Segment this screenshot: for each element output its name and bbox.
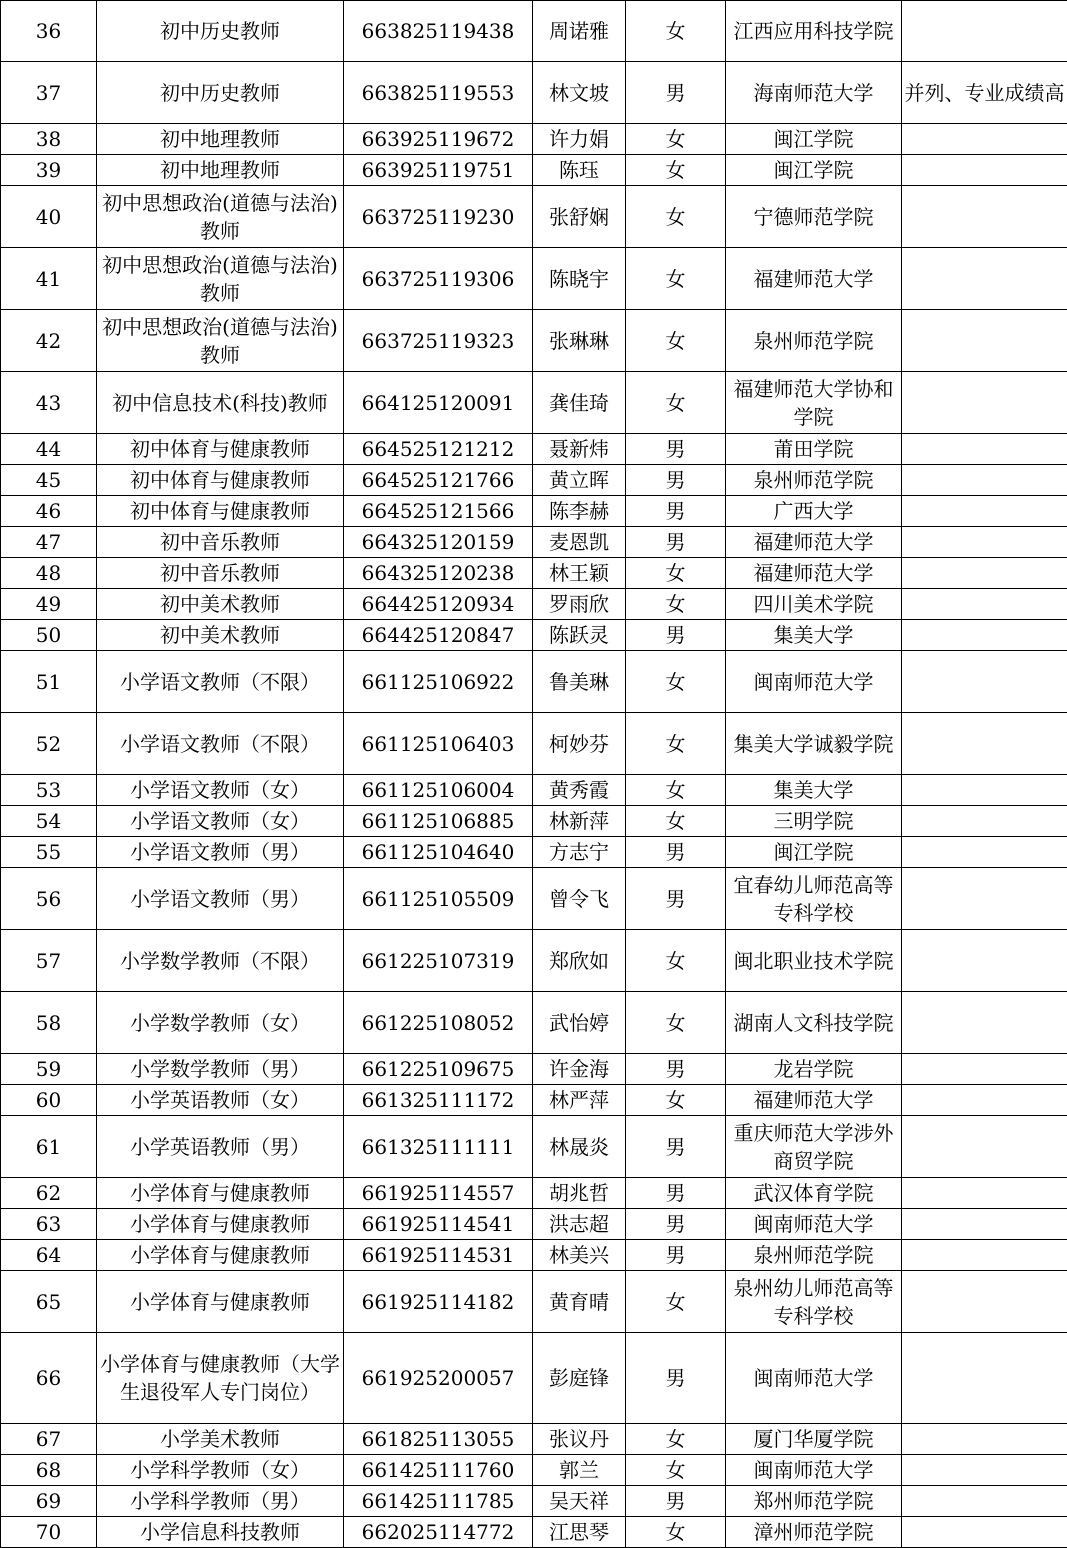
note-cell bbox=[902, 1424, 1067, 1455]
exam-id-cell: 661125106403 bbox=[344, 713, 533, 775]
school-cell: 闽南师范大学 bbox=[726, 1209, 902, 1240]
exam-id-cell: 664325120238 bbox=[344, 558, 533, 589]
position-cell: 小学语文教师（女） bbox=[97, 806, 344, 837]
table-row bbox=[1, 124, 1067, 155]
row-number-cell: 62 bbox=[1, 1178, 97, 1209]
exam-id-cell: 663725119230 bbox=[344, 186, 533, 248]
row-number-cell: 53 bbox=[1, 775, 97, 806]
exam-id-cell: 661125106885 bbox=[344, 806, 533, 837]
note-cell bbox=[902, 1178, 1067, 1209]
exam-id-cell: 661425111785 bbox=[344, 1486, 533, 1517]
exam-id-cell: 661225107319 bbox=[344, 930, 533, 992]
table-row bbox=[1, 837, 1067, 868]
position-cell: 小学科学教师（男） bbox=[97, 1486, 344, 1517]
school-cell: 闽江学院 bbox=[726, 124, 902, 155]
exam-id-cell: 663925119751 bbox=[344, 155, 533, 186]
school-cell: 武汉体育学院 bbox=[726, 1178, 902, 1209]
name-cell: 龚佳琦 bbox=[533, 372, 626, 434]
table-row bbox=[1, 620, 1067, 651]
row-number-cell: 48 bbox=[1, 558, 97, 589]
gender-cell: 女 bbox=[626, 155, 726, 186]
gender-cell: 女 bbox=[626, 248, 726, 310]
position-cell: 小学数学教师（女） bbox=[97, 992, 344, 1054]
name-cell: 彭庭锋 bbox=[533, 1333, 626, 1424]
note-cell bbox=[902, 1085, 1067, 1116]
position-cell: 小学体育与健康教师（大学生退役军人专门岗位） bbox=[97, 1333, 344, 1424]
note-cell bbox=[902, 1486, 1067, 1517]
name-cell: 张琳琳 bbox=[533, 310, 626, 372]
name-cell: 陈跃灵 bbox=[533, 620, 626, 651]
school-cell: 郑州师范学院 bbox=[726, 1486, 902, 1517]
table-row bbox=[1, 1333, 1067, 1424]
table-row bbox=[1, 651, 1067, 713]
position-cell: 小学美术教师 bbox=[97, 1424, 344, 1455]
gender-cell: 女 bbox=[626, 651, 726, 713]
table-row bbox=[1, 558, 1067, 589]
name-cell: 鲁美琳 bbox=[533, 651, 626, 713]
row-number-cell: 55 bbox=[1, 837, 97, 868]
exam-id-cell: 664425120847 bbox=[344, 620, 533, 651]
exam-id-cell: 663825119438 bbox=[344, 1, 533, 62]
exam-id-cell: 661125104640 bbox=[344, 837, 533, 868]
note-cell bbox=[902, 1116, 1067, 1178]
gender-cell: 男 bbox=[626, 1486, 726, 1517]
exam-id-cell: 663825119553 bbox=[344, 62, 533, 124]
note-cell bbox=[902, 1209, 1067, 1240]
position-cell: 初中音乐教师 bbox=[97, 527, 344, 558]
row-number-cell: 43 bbox=[1, 372, 97, 434]
gender-cell: 女 bbox=[626, 806, 726, 837]
position-cell: 初中音乐教师 bbox=[97, 558, 344, 589]
gender-cell: 男 bbox=[626, 62, 726, 124]
note-cell bbox=[902, 558, 1067, 589]
table-row bbox=[1, 1116, 1067, 1178]
school-cell: 宜春幼儿师范高等专科学校 bbox=[726, 868, 902, 930]
school-cell: 广西大学 bbox=[726, 496, 902, 527]
row-number-cell: 67 bbox=[1, 1424, 97, 1455]
table-row bbox=[1, 1424, 1067, 1455]
note-cell bbox=[902, 124, 1067, 155]
school-cell: 闽江学院 bbox=[726, 837, 902, 868]
note-cell bbox=[902, 775, 1067, 806]
note-cell bbox=[902, 465, 1067, 496]
note-cell bbox=[902, 1333, 1067, 1424]
gender-cell: 男 bbox=[626, 527, 726, 558]
table-row bbox=[1, 868, 1067, 930]
table-row bbox=[1, 1517, 1067, 1548]
row-number-cell: 42 bbox=[1, 310, 97, 372]
name-cell: 曾令飞 bbox=[533, 868, 626, 930]
gender-cell: 男 bbox=[626, 1240, 726, 1271]
school-cell: 福建师范大学 bbox=[726, 558, 902, 589]
name-cell: 黄秀霞 bbox=[533, 775, 626, 806]
note-cell bbox=[902, 651, 1067, 713]
name-cell: 周诺雅 bbox=[533, 1, 626, 62]
gender-cell: 男 bbox=[626, 465, 726, 496]
exam-id-cell: 661925200057 bbox=[344, 1333, 533, 1424]
name-cell: 麦恩凯 bbox=[533, 527, 626, 558]
position-cell: 初中美术教师 bbox=[97, 620, 344, 651]
gender-cell: 男 bbox=[626, 868, 726, 930]
position-cell: 小学语文教师（不限） bbox=[97, 651, 344, 713]
note-cell bbox=[902, 837, 1067, 868]
exam-id-cell: 664525121212 bbox=[344, 434, 533, 465]
row-number-cell: 37 bbox=[1, 62, 97, 124]
gender-cell: 男 bbox=[626, 1116, 726, 1178]
school-cell: 福建师范大学 bbox=[726, 248, 902, 310]
note-cell bbox=[902, 155, 1067, 186]
exam-id-cell: 661325111172 bbox=[344, 1085, 533, 1116]
name-cell: 柯妙芬 bbox=[533, 713, 626, 775]
school-cell: 泉州师范学院 bbox=[726, 310, 902, 372]
name-cell: 郑欣如 bbox=[533, 930, 626, 992]
row-number-cell: 36 bbox=[1, 1, 97, 62]
school-cell: 泉州师范学院 bbox=[726, 1240, 902, 1271]
note-cell bbox=[902, 1240, 1067, 1271]
note-cell bbox=[902, 1517, 1067, 1548]
position-cell: 小学体育与健康教师 bbox=[97, 1240, 344, 1271]
row-number-cell: 50 bbox=[1, 620, 97, 651]
table-row bbox=[1, 992, 1067, 1054]
name-cell: 武怡婷 bbox=[533, 992, 626, 1054]
name-cell: 许金海 bbox=[533, 1054, 626, 1085]
table-row bbox=[1, 372, 1067, 434]
exam-id-cell: 663725119323 bbox=[344, 310, 533, 372]
name-cell: 聂新炜 bbox=[533, 434, 626, 465]
note-cell bbox=[902, 186, 1067, 248]
name-cell: 张舒娴 bbox=[533, 186, 626, 248]
gender-cell: 女 bbox=[626, 1, 726, 62]
exam-id-cell: 661325111111 bbox=[344, 1116, 533, 1178]
gender-cell: 女 bbox=[626, 992, 726, 1054]
row-number-cell: 59 bbox=[1, 1054, 97, 1085]
exam-id-cell: 661125106004 bbox=[344, 775, 533, 806]
position-cell: 初中历史教师 bbox=[97, 1, 344, 62]
row-number-cell: 54 bbox=[1, 806, 97, 837]
note-cell bbox=[902, 1271, 1067, 1333]
name-cell: 郭兰 bbox=[533, 1455, 626, 1486]
gender-cell: 男 bbox=[626, 1178, 726, 1209]
table-row bbox=[1, 1, 1067, 62]
position-cell: 小学体育与健康教师 bbox=[97, 1209, 344, 1240]
exam-id-cell: 663925119672 bbox=[344, 124, 533, 155]
note-cell bbox=[902, 930, 1067, 992]
school-cell: 福建师范大学 bbox=[726, 527, 902, 558]
note-cell bbox=[902, 527, 1067, 558]
name-cell: 许力娟 bbox=[533, 124, 626, 155]
position-cell: 初中思想政治(道德与法治)教师 bbox=[97, 248, 344, 310]
table-row bbox=[1, 713, 1067, 775]
gender-cell: 女 bbox=[626, 713, 726, 775]
gender-cell: 女 bbox=[626, 1271, 726, 1333]
table-row bbox=[1, 1085, 1067, 1116]
row-number-cell: 51 bbox=[1, 651, 97, 713]
name-cell: 江思琴 bbox=[533, 1517, 626, 1548]
school-cell: 泉州幼儿师范高等专科学校 bbox=[726, 1271, 902, 1333]
table-row bbox=[1, 1486, 1067, 1517]
table-row bbox=[1, 62, 1067, 124]
table-row bbox=[1, 1455, 1067, 1486]
name-cell: 林王颖 bbox=[533, 558, 626, 589]
gender-cell: 女 bbox=[626, 775, 726, 806]
row-number-cell: 69 bbox=[1, 1486, 97, 1517]
exam-id-cell: 661925114557 bbox=[344, 1178, 533, 1209]
note-cell bbox=[902, 496, 1067, 527]
note-cell bbox=[902, 620, 1067, 651]
position-cell: 小学英语教师（男） bbox=[97, 1116, 344, 1178]
note-cell bbox=[902, 310, 1067, 372]
school-cell: 集美大学 bbox=[726, 620, 902, 651]
exam-id-cell: 661925114182 bbox=[344, 1271, 533, 1333]
name-cell: 方志宁 bbox=[533, 837, 626, 868]
position-cell: 小学信息科技教师 bbox=[97, 1517, 344, 1548]
exam-id-cell: 664525121566 bbox=[344, 496, 533, 527]
row-number-cell: 38 bbox=[1, 124, 97, 155]
position-cell: 小学语文教师（女） bbox=[97, 775, 344, 806]
gender-cell: 男 bbox=[626, 434, 726, 465]
school-cell: 泉州师范学院 bbox=[726, 465, 902, 496]
position-cell: 初中历史教师 bbox=[97, 62, 344, 124]
note-cell bbox=[902, 1455, 1067, 1486]
school-cell: 闽南师范大学 bbox=[726, 1333, 902, 1424]
row-number-cell: 70 bbox=[1, 1517, 97, 1548]
exam-id-cell: 661225109675 bbox=[344, 1054, 533, 1085]
name-cell: 林严萍 bbox=[533, 1085, 626, 1116]
table-row bbox=[1, 589, 1067, 620]
table-row bbox=[1, 186, 1067, 248]
position-cell: 小学体育与健康教师 bbox=[97, 1271, 344, 1333]
position-cell: 初中思想政治(道德与法治)教师 bbox=[97, 310, 344, 372]
school-cell: 海南师范大学 bbox=[726, 62, 902, 124]
row-number-cell: 49 bbox=[1, 589, 97, 620]
row-number-cell: 58 bbox=[1, 992, 97, 1054]
position-cell: 初中地理教师 bbox=[97, 124, 344, 155]
exam-id-cell: 664325120159 bbox=[344, 527, 533, 558]
position-cell: 初中美术教师 bbox=[97, 589, 344, 620]
note-cell bbox=[902, 589, 1067, 620]
row-number-cell: 40 bbox=[1, 186, 97, 248]
school-cell: 闽北职业技术学院 bbox=[726, 930, 902, 992]
table-row bbox=[1, 465, 1067, 496]
position-cell: 小学体育与健康教师 bbox=[97, 1178, 344, 1209]
note-cell bbox=[902, 372, 1067, 434]
note-cell bbox=[902, 806, 1067, 837]
school-cell: 福建师范大学协和学院 bbox=[726, 372, 902, 434]
table-row bbox=[1, 930, 1067, 992]
name-cell: 张议丹 bbox=[533, 1424, 626, 1455]
note-cell bbox=[902, 434, 1067, 465]
gender-cell: 女 bbox=[626, 589, 726, 620]
table-row bbox=[1, 775, 1067, 806]
gender-cell: 女 bbox=[626, 124, 726, 155]
position-cell: 初中思想政治(道德与法治)教师 bbox=[97, 186, 344, 248]
school-cell: 宁德师范学院 bbox=[726, 186, 902, 248]
row-number-cell: 44 bbox=[1, 434, 97, 465]
school-cell: 闽江学院 bbox=[726, 155, 902, 186]
table-row bbox=[1, 248, 1067, 310]
name-cell: 黄立晖 bbox=[533, 465, 626, 496]
exam-id-cell: 661125106922 bbox=[344, 651, 533, 713]
position-cell: 初中体育与健康教师 bbox=[97, 465, 344, 496]
exam-id-cell: 663725119306 bbox=[344, 248, 533, 310]
gender-cell: 女 bbox=[626, 1424, 726, 1455]
name-cell: 林文坡 bbox=[533, 62, 626, 124]
row-number-cell: 60 bbox=[1, 1085, 97, 1116]
school-cell: 闽南师范大学 bbox=[726, 651, 902, 713]
position-cell: 初中体育与健康教师 bbox=[97, 496, 344, 527]
row-number-cell: 63 bbox=[1, 1209, 97, 1240]
exam-id-cell: 661425111760 bbox=[344, 1455, 533, 1486]
school-cell: 江西应用科技学院 bbox=[726, 1, 902, 62]
gender-cell: 女 bbox=[626, 558, 726, 589]
school-cell: 四川美术学院 bbox=[726, 589, 902, 620]
gender-cell: 男 bbox=[626, 620, 726, 651]
row-number-cell: 46 bbox=[1, 496, 97, 527]
gender-cell: 男 bbox=[626, 837, 726, 868]
row-number-cell: 45 bbox=[1, 465, 97, 496]
name-cell: 罗雨欣 bbox=[533, 589, 626, 620]
row-number-cell: 47 bbox=[1, 527, 97, 558]
position-cell: 小学英语教师（女） bbox=[97, 1085, 344, 1116]
row-number-cell: 68 bbox=[1, 1455, 97, 1486]
note-cell bbox=[902, 992, 1067, 1054]
school-cell: 集美大学诚毅学院 bbox=[726, 713, 902, 775]
position-cell: 初中地理教师 bbox=[97, 155, 344, 186]
school-cell: 集美大学 bbox=[726, 775, 902, 806]
row-number-cell: 52 bbox=[1, 713, 97, 775]
gender-cell: 男 bbox=[626, 1054, 726, 1085]
position-cell: 小学科学教师（女） bbox=[97, 1455, 344, 1486]
position-cell: 小学语文教师（男） bbox=[97, 837, 344, 868]
school-cell: 重庆师范大学涉外商贸学院 bbox=[726, 1116, 902, 1178]
name-cell: 陈李赫 bbox=[533, 496, 626, 527]
gender-cell: 女 bbox=[626, 1517, 726, 1548]
school-cell: 漳州师范学院 bbox=[726, 1517, 902, 1548]
gender-cell: 男 bbox=[626, 496, 726, 527]
name-cell: 洪志超 bbox=[533, 1209, 626, 1240]
gender-cell: 女 bbox=[626, 930, 726, 992]
table-row bbox=[1, 1054, 1067, 1085]
position-cell: 初中信息技术(科技)教师 bbox=[97, 372, 344, 434]
exam-id-cell: 664525121766 bbox=[344, 465, 533, 496]
table-row bbox=[1, 496, 1067, 527]
exam-id-cell: 664425120934 bbox=[344, 589, 533, 620]
school-cell: 湖南人文科技学院 bbox=[726, 992, 902, 1054]
table-row bbox=[1, 1209, 1067, 1240]
table-row bbox=[1, 1271, 1067, 1333]
name-cell: 林美兴 bbox=[533, 1240, 626, 1271]
position-cell: 小学语文教师（男） bbox=[97, 868, 344, 930]
gender-cell: 女 bbox=[626, 372, 726, 434]
school-cell: 莆田学院 bbox=[726, 434, 902, 465]
table-row bbox=[1, 806, 1067, 837]
row-number-cell: 66 bbox=[1, 1333, 97, 1424]
table-row bbox=[1, 1178, 1067, 1209]
school-cell: 三明学院 bbox=[726, 806, 902, 837]
table-row bbox=[1, 1240, 1067, 1271]
exam-id-cell: 664125120091 bbox=[344, 372, 533, 434]
name-cell: 林新萍 bbox=[533, 806, 626, 837]
row-number-cell: 64 bbox=[1, 1240, 97, 1271]
gender-cell: 男 bbox=[626, 1333, 726, 1424]
gender-cell: 男 bbox=[626, 1209, 726, 1240]
position-cell: 小学语文教师（不限） bbox=[97, 713, 344, 775]
exam-id-cell: 662025114772 bbox=[344, 1517, 533, 1548]
row-number-cell: 57 bbox=[1, 930, 97, 992]
school-cell: 厦门华厦学院 bbox=[726, 1424, 902, 1455]
table-body bbox=[1, 1, 1067, 1548]
name-cell: 吴天祥 bbox=[533, 1486, 626, 1517]
exam-id-cell: 661925114531 bbox=[344, 1240, 533, 1271]
position-cell: 小学数学教师（不限） bbox=[97, 930, 344, 992]
name-cell: 黄育晴 bbox=[533, 1271, 626, 1333]
school-cell: 闽南师范大学 bbox=[726, 1455, 902, 1486]
gender-cell: 女 bbox=[626, 310, 726, 372]
exam-id-cell: 661125105509 bbox=[344, 868, 533, 930]
row-number-cell: 39 bbox=[1, 155, 97, 186]
row-number-cell: 65 bbox=[1, 1271, 97, 1333]
school-cell: 龙岩学院 bbox=[726, 1054, 902, 1085]
name-cell: 陈晓宇 bbox=[533, 248, 626, 310]
gender-cell: 女 bbox=[626, 186, 726, 248]
note-cell: 并列、专业成绩高 bbox=[902, 62, 1067, 124]
school-cell: 福建师范大学 bbox=[726, 1085, 902, 1116]
position-cell: 初中体育与健康教师 bbox=[97, 434, 344, 465]
exam-id-cell: 661825113055 bbox=[344, 1424, 533, 1455]
note-cell bbox=[902, 248, 1067, 310]
note-cell bbox=[902, 1054, 1067, 1085]
table-row bbox=[1, 310, 1067, 372]
position-cell: 小学数学教师（男） bbox=[97, 1054, 344, 1085]
row-number-cell: 61 bbox=[1, 1116, 97, 1178]
note-cell bbox=[902, 713, 1067, 775]
name-cell: 胡兆哲 bbox=[533, 1178, 626, 1209]
table-row bbox=[1, 434, 1067, 465]
table-row bbox=[1, 155, 1067, 186]
name-cell: 林晟炎 bbox=[533, 1116, 626, 1178]
name-cell: 陈珏 bbox=[533, 155, 626, 186]
table-row bbox=[1, 527, 1067, 558]
row-number-cell: 41 bbox=[1, 248, 97, 310]
row-number-cell: 56 bbox=[1, 868, 97, 930]
gender-cell: 女 bbox=[626, 1455, 726, 1486]
note-cell bbox=[902, 868, 1067, 930]
exam-id-cell: 661925114541 bbox=[344, 1209, 533, 1240]
note-cell bbox=[902, 1, 1067, 62]
gender-cell: 女 bbox=[626, 1085, 726, 1116]
exam-id-cell: 661225108052 bbox=[344, 992, 533, 1054]
